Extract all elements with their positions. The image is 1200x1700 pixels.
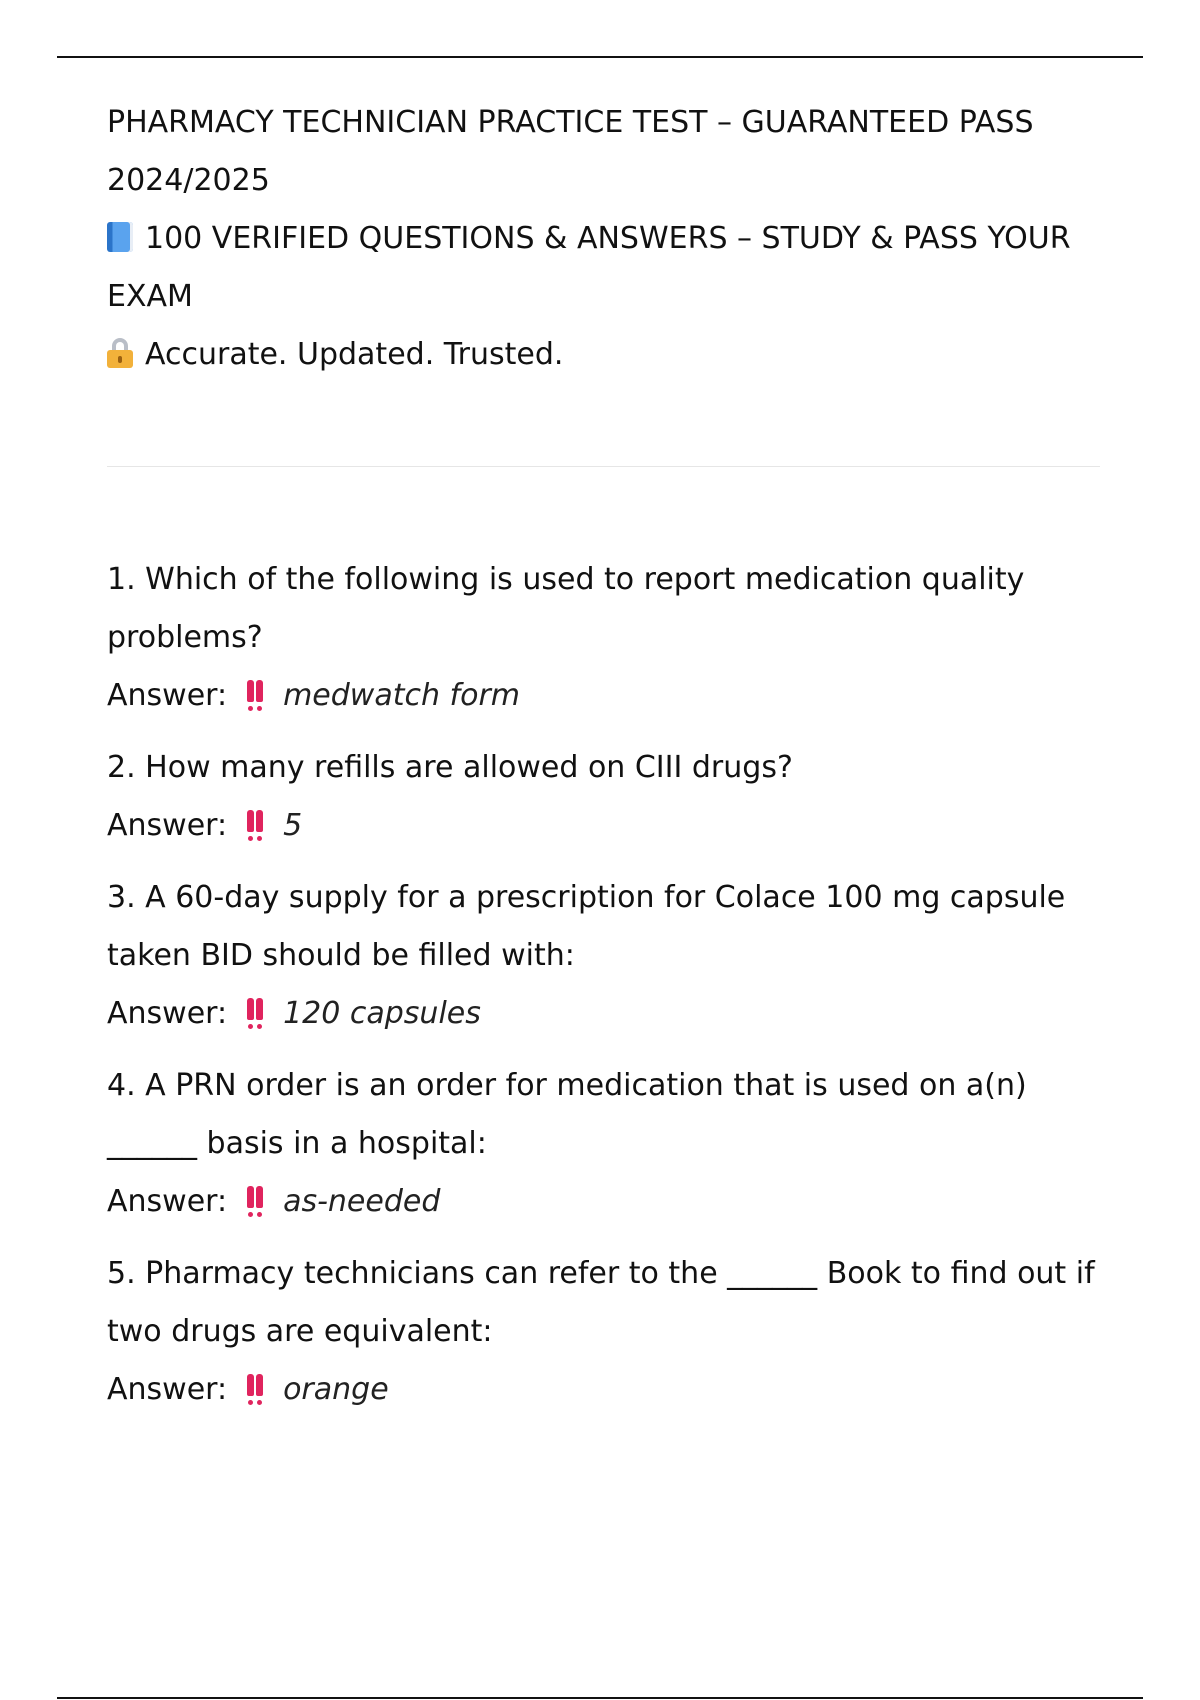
question-text: 1. Which of the following is used to report medication quality problems? [107, 562, 1025, 655]
answer-text: medwatch form [283, 678, 521, 713]
answer-row [107, 667, 1107, 725]
question-item [107, 869, 1107, 1043]
locked-padlock-icon [107, 338, 133, 368]
answer-text: as-needed [283, 1184, 441, 1219]
question-text: 5. Pharmacy technicians can refer to the ______ Book to find out if two drugs are equivalent: [107, 1256, 1095, 1349]
answer-text: 5 [283, 808, 303, 843]
bottom-rule [57, 1697, 1143, 1699]
double-exclamation-icon [247, 998, 263, 1030]
question-text: 2. How many refills are allowed on CIII drugs? [107, 750, 793, 785]
question-text: 4. A PRN order is an order for medication that is used on a(n) ______ basis in a hospital: [107, 1068, 1027, 1161]
question-item [107, 551, 1107, 725]
double-exclamation-icon [247, 1186, 263, 1218]
question-item [107, 1245, 1107, 1419]
question-item [107, 739, 1107, 855]
answer-row [107, 797, 1107, 855]
answer-text: orange [283, 1372, 389, 1407]
double-exclamation-icon [247, 680, 263, 712]
answer-row [107, 985, 1107, 1043]
answer-label: Answer: [107, 1372, 228, 1407]
answer-label: Answer: [107, 996, 228, 1031]
answer-row [107, 1361, 1107, 1419]
question-list [107, 551, 1107, 1419]
question-text: 3. A 60-day supply for a prescription for Colace 100 mg capsule taken BID should be filled with: [107, 880, 1066, 973]
blue-book-icon [107, 222, 133, 252]
section-divider [107, 466, 1100, 467]
answer-label: Answer: [107, 808, 228, 843]
question-item [107, 1057, 1107, 1231]
double-exclamation-icon [247, 810, 263, 842]
answer-label: Answer: [107, 678, 228, 713]
document-body [107, 94, 1107, 1433]
answer-row [107, 1173, 1107, 1231]
top-rule [57, 56, 1143, 58]
answer-label: Answer: [107, 1184, 228, 1219]
answer-text: 120 capsules [283, 996, 481, 1031]
doc-subtitle: 100 VERIFIED QUESTIONS & ANSWERS – STUDY & PASS YOUR EXAM [107, 221, 1071, 314]
doc-tagline: Accurate. Updated. Trusted. [107, 326, 1107, 384]
double-exclamation-icon [247, 1374, 263, 1406]
doc-title: PHARMACY TECHNICIAN PRACTICE TEST – GUARANTEED PASS 2024/2025 [107, 105, 1034, 198]
